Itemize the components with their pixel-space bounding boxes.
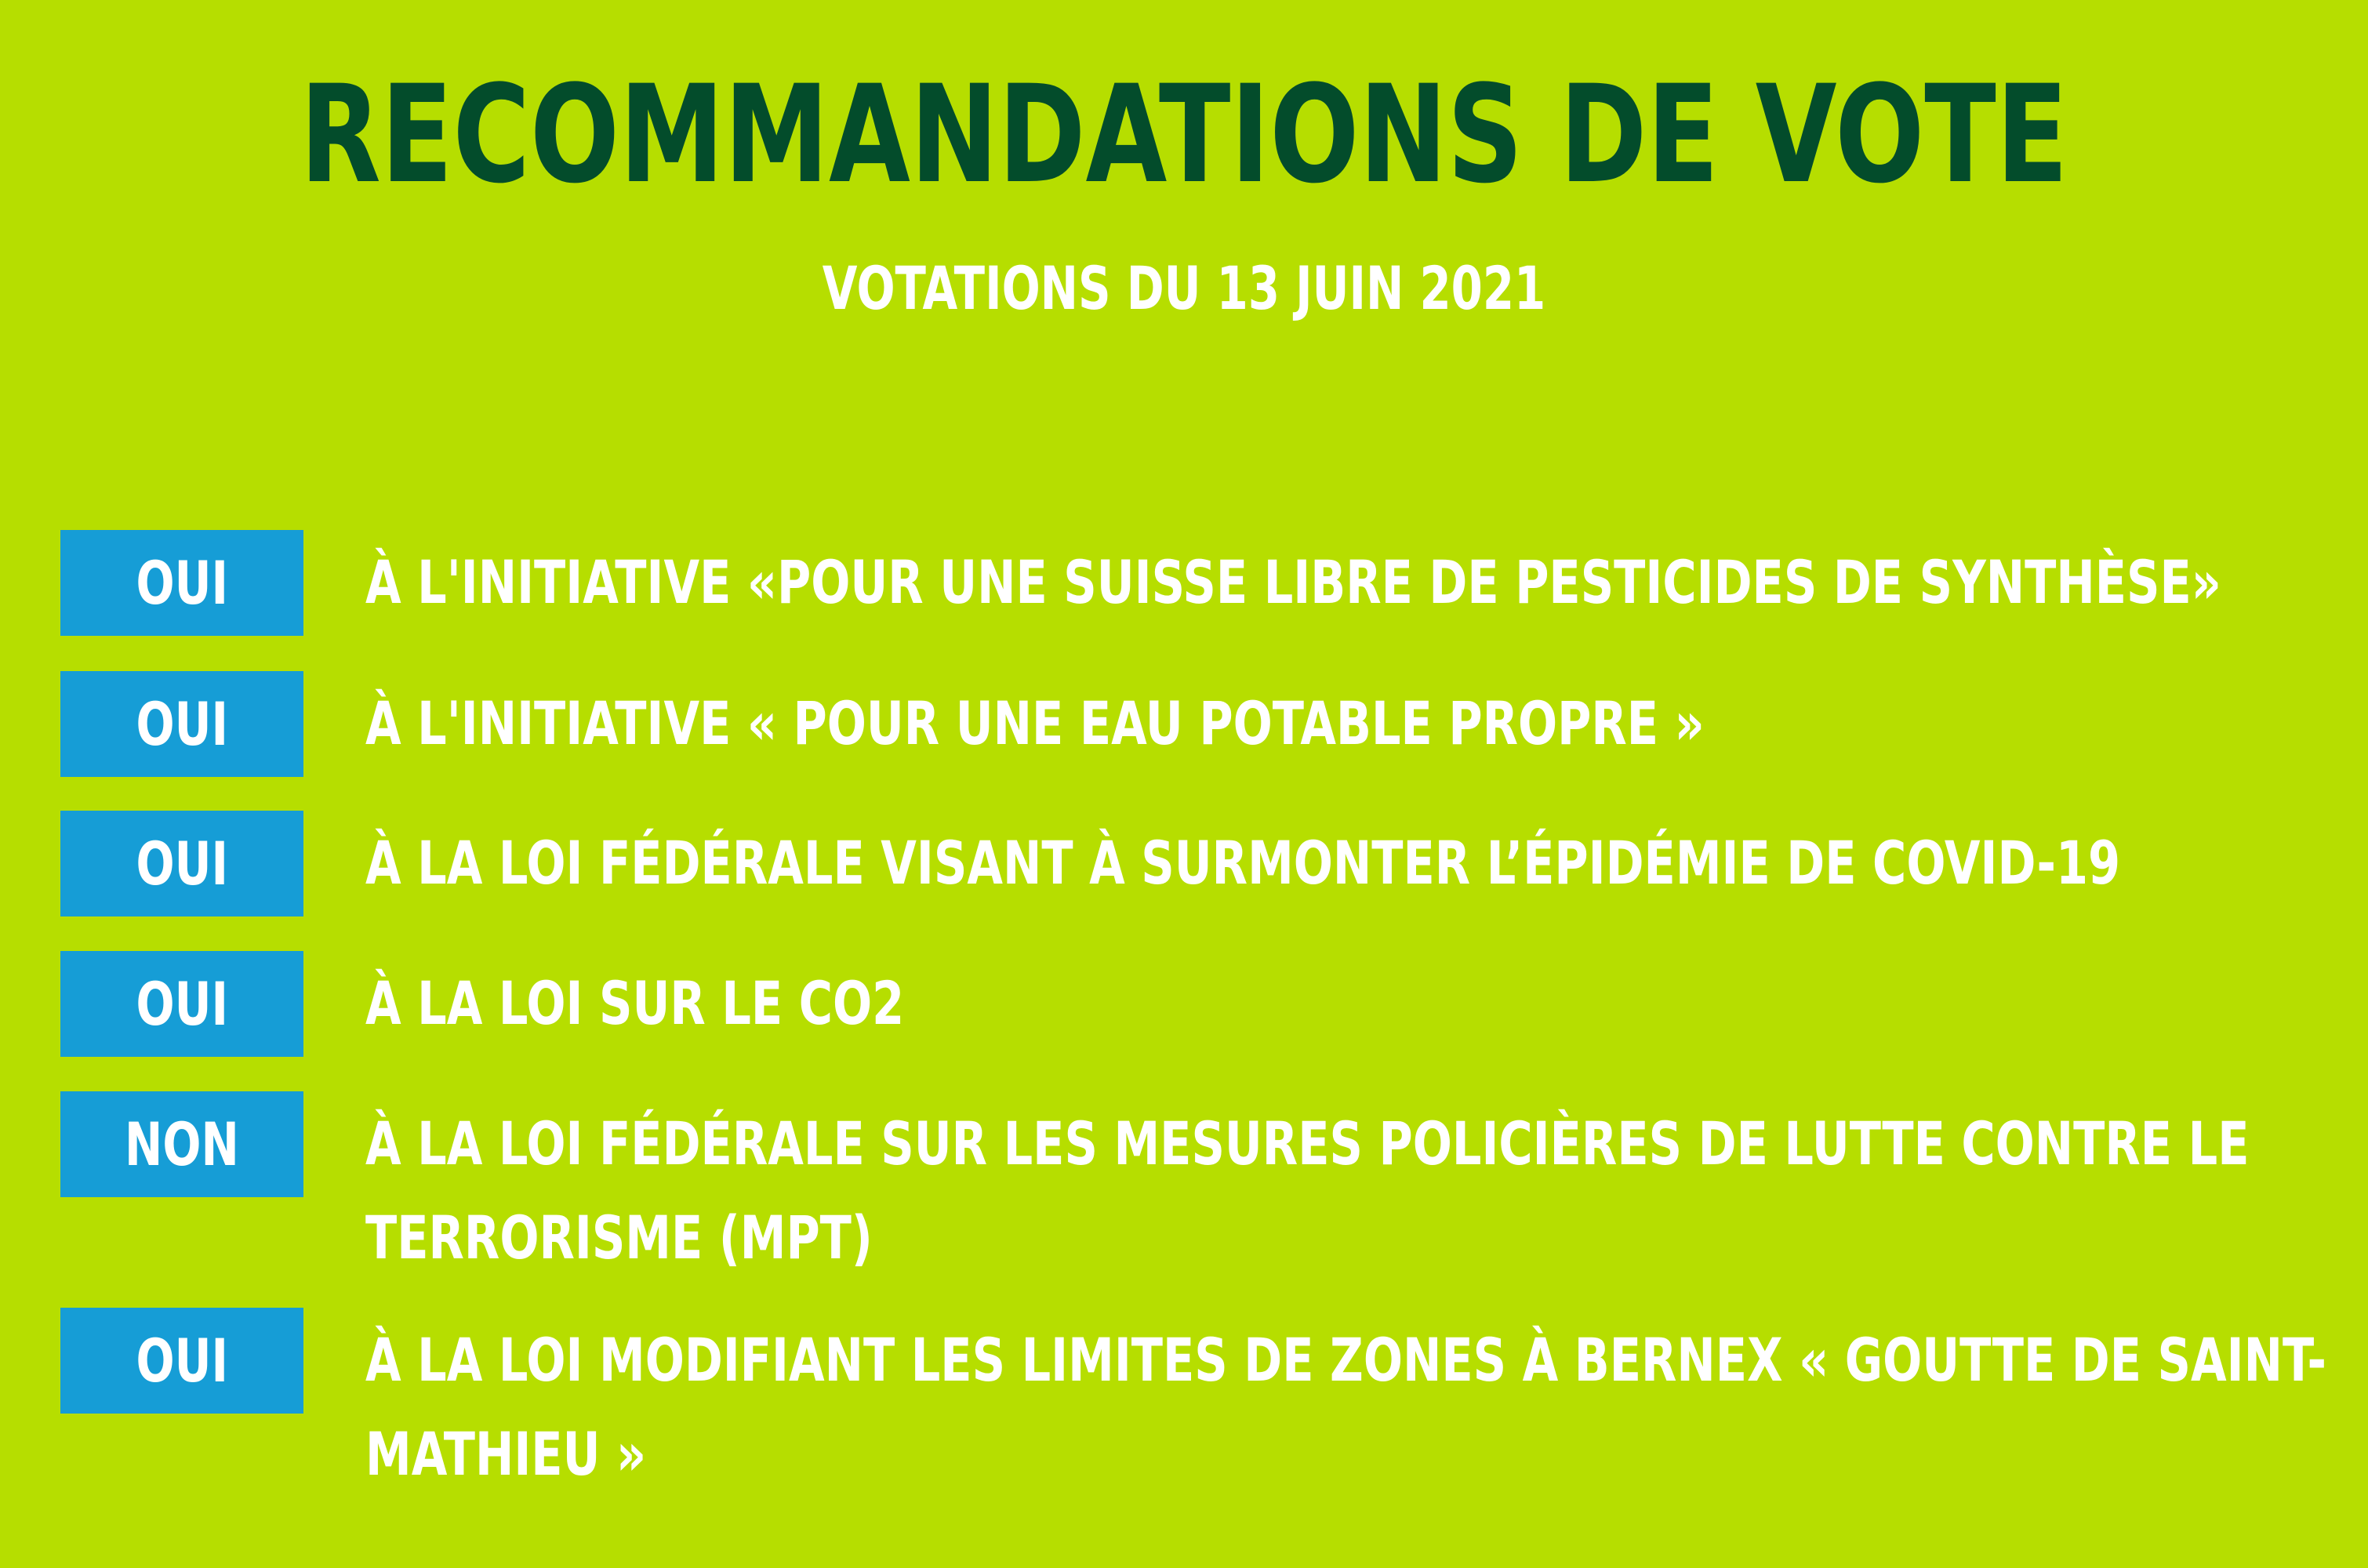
vote-label: NON (125, 1109, 239, 1179)
vote-label: OUI (136, 548, 228, 618)
recommendation-text (365, 535, 2341, 630)
vote-badge (60, 811, 303, 916)
vote-badge (60, 530, 303, 636)
recommendation-text (365, 1313, 2341, 1501)
recommendation-label: À LA LOI SUR LE CO2 (365, 968, 905, 1038)
vote-label: OUI (136, 1326, 228, 1396)
recommendation-label: À L'INITIATIVE «POUR UNE SUISSE LIBRE DE PESTICIDES DE SYNTHÈSE» (365, 547, 2221, 617)
vote-badge (60, 951, 303, 1057)
vote-label: OUI (136, 829, 228, 898)
recommendation-text (365, 956, 2341, 1051)
recommendation-text (365, 1097, 2341, 1285)
recommendation-label: À L'INITIATIVE « POUR UNE EAU POTABLE PROPRE » (365, 688, 1705, 758)
vote-badge (60, 1308, 303, 1414)
recommendation-label: À LA LOI FÉDÉRALE SUR LES MESURES POLICIÈRES DE LUTTE CONTRE LE TERRORISME (MPT) (365, 1109, 2250, 1272)
recommendation-label: À LA LOI MODIFIANT LES LIMITES DE ZONES À BERNEX « GOUTTE DE SAINT-MATHIEU » (365, 1325, 2327, 1489)
page-title: RECOMMANDATIONS DE VOTE (300, 56, 2068, 213)
vote-label: OUI (136, 689, 228, 759)
recommendation-text (365, 677, 2341, 771)
recommendation-text (365, 816, 2341, 910)
vote-badge (60, 671, 303, 777)
vote-badge (60, 1091, 303, 1197)
page-subtitle: VOTATIONS DU 13 JUIN 2021 (822, 253, 1546, 323)
vote-label: OUI (136, 969, 228, 1039)
recommendation-label: À LA LOI FÉDÉRALE VISANT À SURMONTER L’ÉPIDÉMIE DE COVID-19 (365, 828, 2121, 898)
